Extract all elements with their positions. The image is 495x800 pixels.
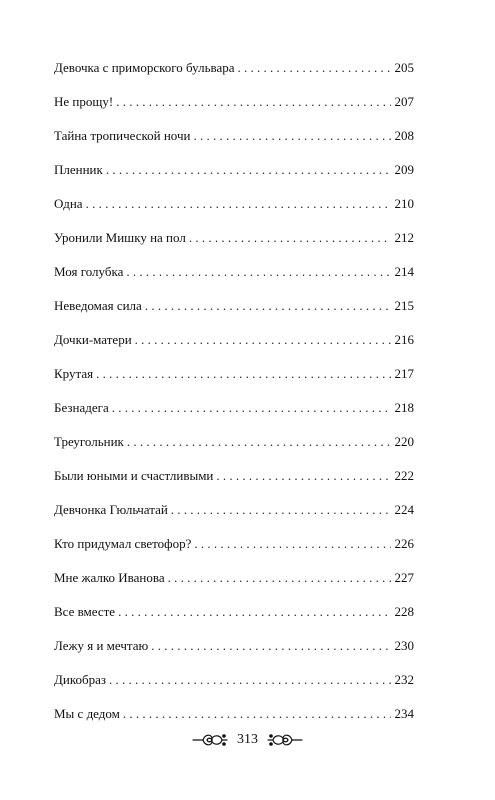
dot-leader bbox=[168, 568, 391, 588]
toc-entry bbox=[54, 466, 414, 500]
toc-entry bbox=[54, 194, 414, 228]
dot-leader bbox=[109, 670, 391, 690]
dot-leader bbox=[238, 58, 391, 78]
toc-entry bbox=[54, 670, 414, 704]
toc-entry-title: Были юными и счастливыми bbox=[54, 468, 214, 483]
toc-entry-title: Мне жалко Иванова bbox=[54, 570, 165, 585]
toc-entry bbox=[54, 296, 414, 330]
toc-entry-page-number: 234 bbox=[394, 706, 414, 721]
dot-leader bbox=[189, 228, 391, 248]
toc-entry-page-number: 214 bbox=[394, 264, 414, 279]
toc-entry-title: Пленник bbox=[54, 162, 103, 177]
toc-entry bbox=[54, 330, 414, 364]
toc-entry-title: Девочка с приморского бульвара bbox=[54, 60, 235, 75]
toc-entry-title: Все вместе bbox=[54, 604, 116, 619]
floral-ornament-icon bbox=[266, 731, 304, 749]
dot-leader bbox=[118, 602, 390, 622]
toc-entry bbox=[54, 58, 414, 92]
toc-entry-title: Одна bbox=[54, 196, 83, 211]
toc-entry bbox=[54, 636, 414, 670]
toc-entry bbox=[54, 432, 414, 466]
dot-leader bbox=[194, 534, 390, 554]
toc-entry-page-number: 209 bbox=[394, 162, 414, 177]
toc-entry-title: Тайна тропической ночи bbox=[54, 128, 191, 143]
toc-entry-title: Дикобраз bbox=[54, 672, 106, 687]
page-number: 313 bbox=[237, 732, 258, 747]
toc-entry-page-number: 212 bbox=[394, 230, 414, 245]
dot-leader bbox=[135, 330, 391, 350]
toc-entry-page-number: 226 bbox=[394, 536, 414, 551]
dot-leader bbox=[106, 160, 391, 180]
toc-entry-page-number: 208 bbox=[394, 128, 414, 143]
toc-entry-title: Девчонка Гюльчатай bbox=[54, 502, 168, 517]
toc-entry bbox=[54, 398, 414, 432]
dot-leader bbox=[171, 500, 391, 520]
dot-leader bbox=[216, 466, 390, 486]
toc-entry-page-number: 218 bbox=[394, 400, 414, 415]
toc-entry bbox=[54, 364, 414, 398]
toc-entry-page-number: 216 bbox=[394, 332, 414, 347]
toc-entry-title: Моя голубка bbox=[54, 264, 124, 279]
toc-entry-page-number: 205 bbox=[394, 60, 414, 75]
toc-entry bbox=[54, 534, 414, 568]
toc-entry-title: Не прощу! bbox=[54, 94, 114, 109]
toc-entry-title: Треугольник bbox=[54, 434, 124, 449]
toc-entry bbox=[54, 262, 414, 296]
toc-entry-page-number: 207 bbox=[394, 94, 414, 109]
toc-entry-page-number: 222 bbox=[394, 468, 414, 483]
toc-entry-title: Дочки-матери bbox=[54, 332, 132, 347]
toc-entry bbox=[54, 126, 414, 160]
dot-leader bbox=[126, 262, 390, 282]
toc-entry bbox=[54, 602, 414, 636]
toc-entry-title: Безнадега bbox=[54, 400, 109, 415]
toc-entry-title: Кто придумал светофор? bbox=[54, 536, 192, 551]
toc-entry-page-number: 232 bbox=[394, 672, 414, 687]
toc-entry-page-number: 215 bbox=[394, 298, 414, 313]
toc-entry-page-number: 227 bbox=[394, 570, 414, 585]
toc-entry-title: Лежу я и мечтаю bbox=[54, 638, 149, 653]
table-of-contents bbox=[54, 58, 414, 738]
toc-entry bbox=[54, 568, 414, 602]
toc-entry-title: Крутая bbox=[54, 366, 94, 381]
dot-leader bbox=[96, 364, 390, 384]
dot-leader bbox=[193, 126, 390, 146]
toc-entry bbox=[54, 160, 414, 194]
toc-entry-page-number: 224 bbox=[394, 502, 414, 517]
toc-entry-title: Уронили Мишку на пол bbox=[54, 230, 186, 245]
toc-entry-page-number: 228 bbox=[394, 604, 414, 619]
dot-leader bbox=[86, 194, 391, 214]
toc-entry-page-number: 217 bbox=[394, 366, 414, 381]
toc-entry-page-number: 210 bbox=[394, 196, 414, 211]
dot-leader bbox=[127, 432, 391, 452]
dot-leader bbox=[112, 398, 391, 418]
toc-entry-page-number: 220 bbox=[394, 434, 414, 449]
page-footer bbox=[0, 731, 495, 749]
dot-leader bbox=[151, 636, 390, 656]
toc-entry-title: Неведомая сила bbox=[54, 298, 142, 313]
toc-entry bbox=[54, 228, 414, 262]
dot-leader bbox=[116, 92, 390, 112]
floral-ornament-icon bbox=[191, 731, 229, 749]
toc-entry bbox=[54, 500, 414, 534]
toc-entry-title: Мы с дедом bbox=[54, 706, 120, 721]
dot-leader bbox=[123, 704, 391, 724]
dot-leader bbox=[145, 296, 391, 316]
toc-entry-page-number: 230 bbox=[394, 638, 414, 653]
toc-entry bbox=[54, 92, 414, 126]
